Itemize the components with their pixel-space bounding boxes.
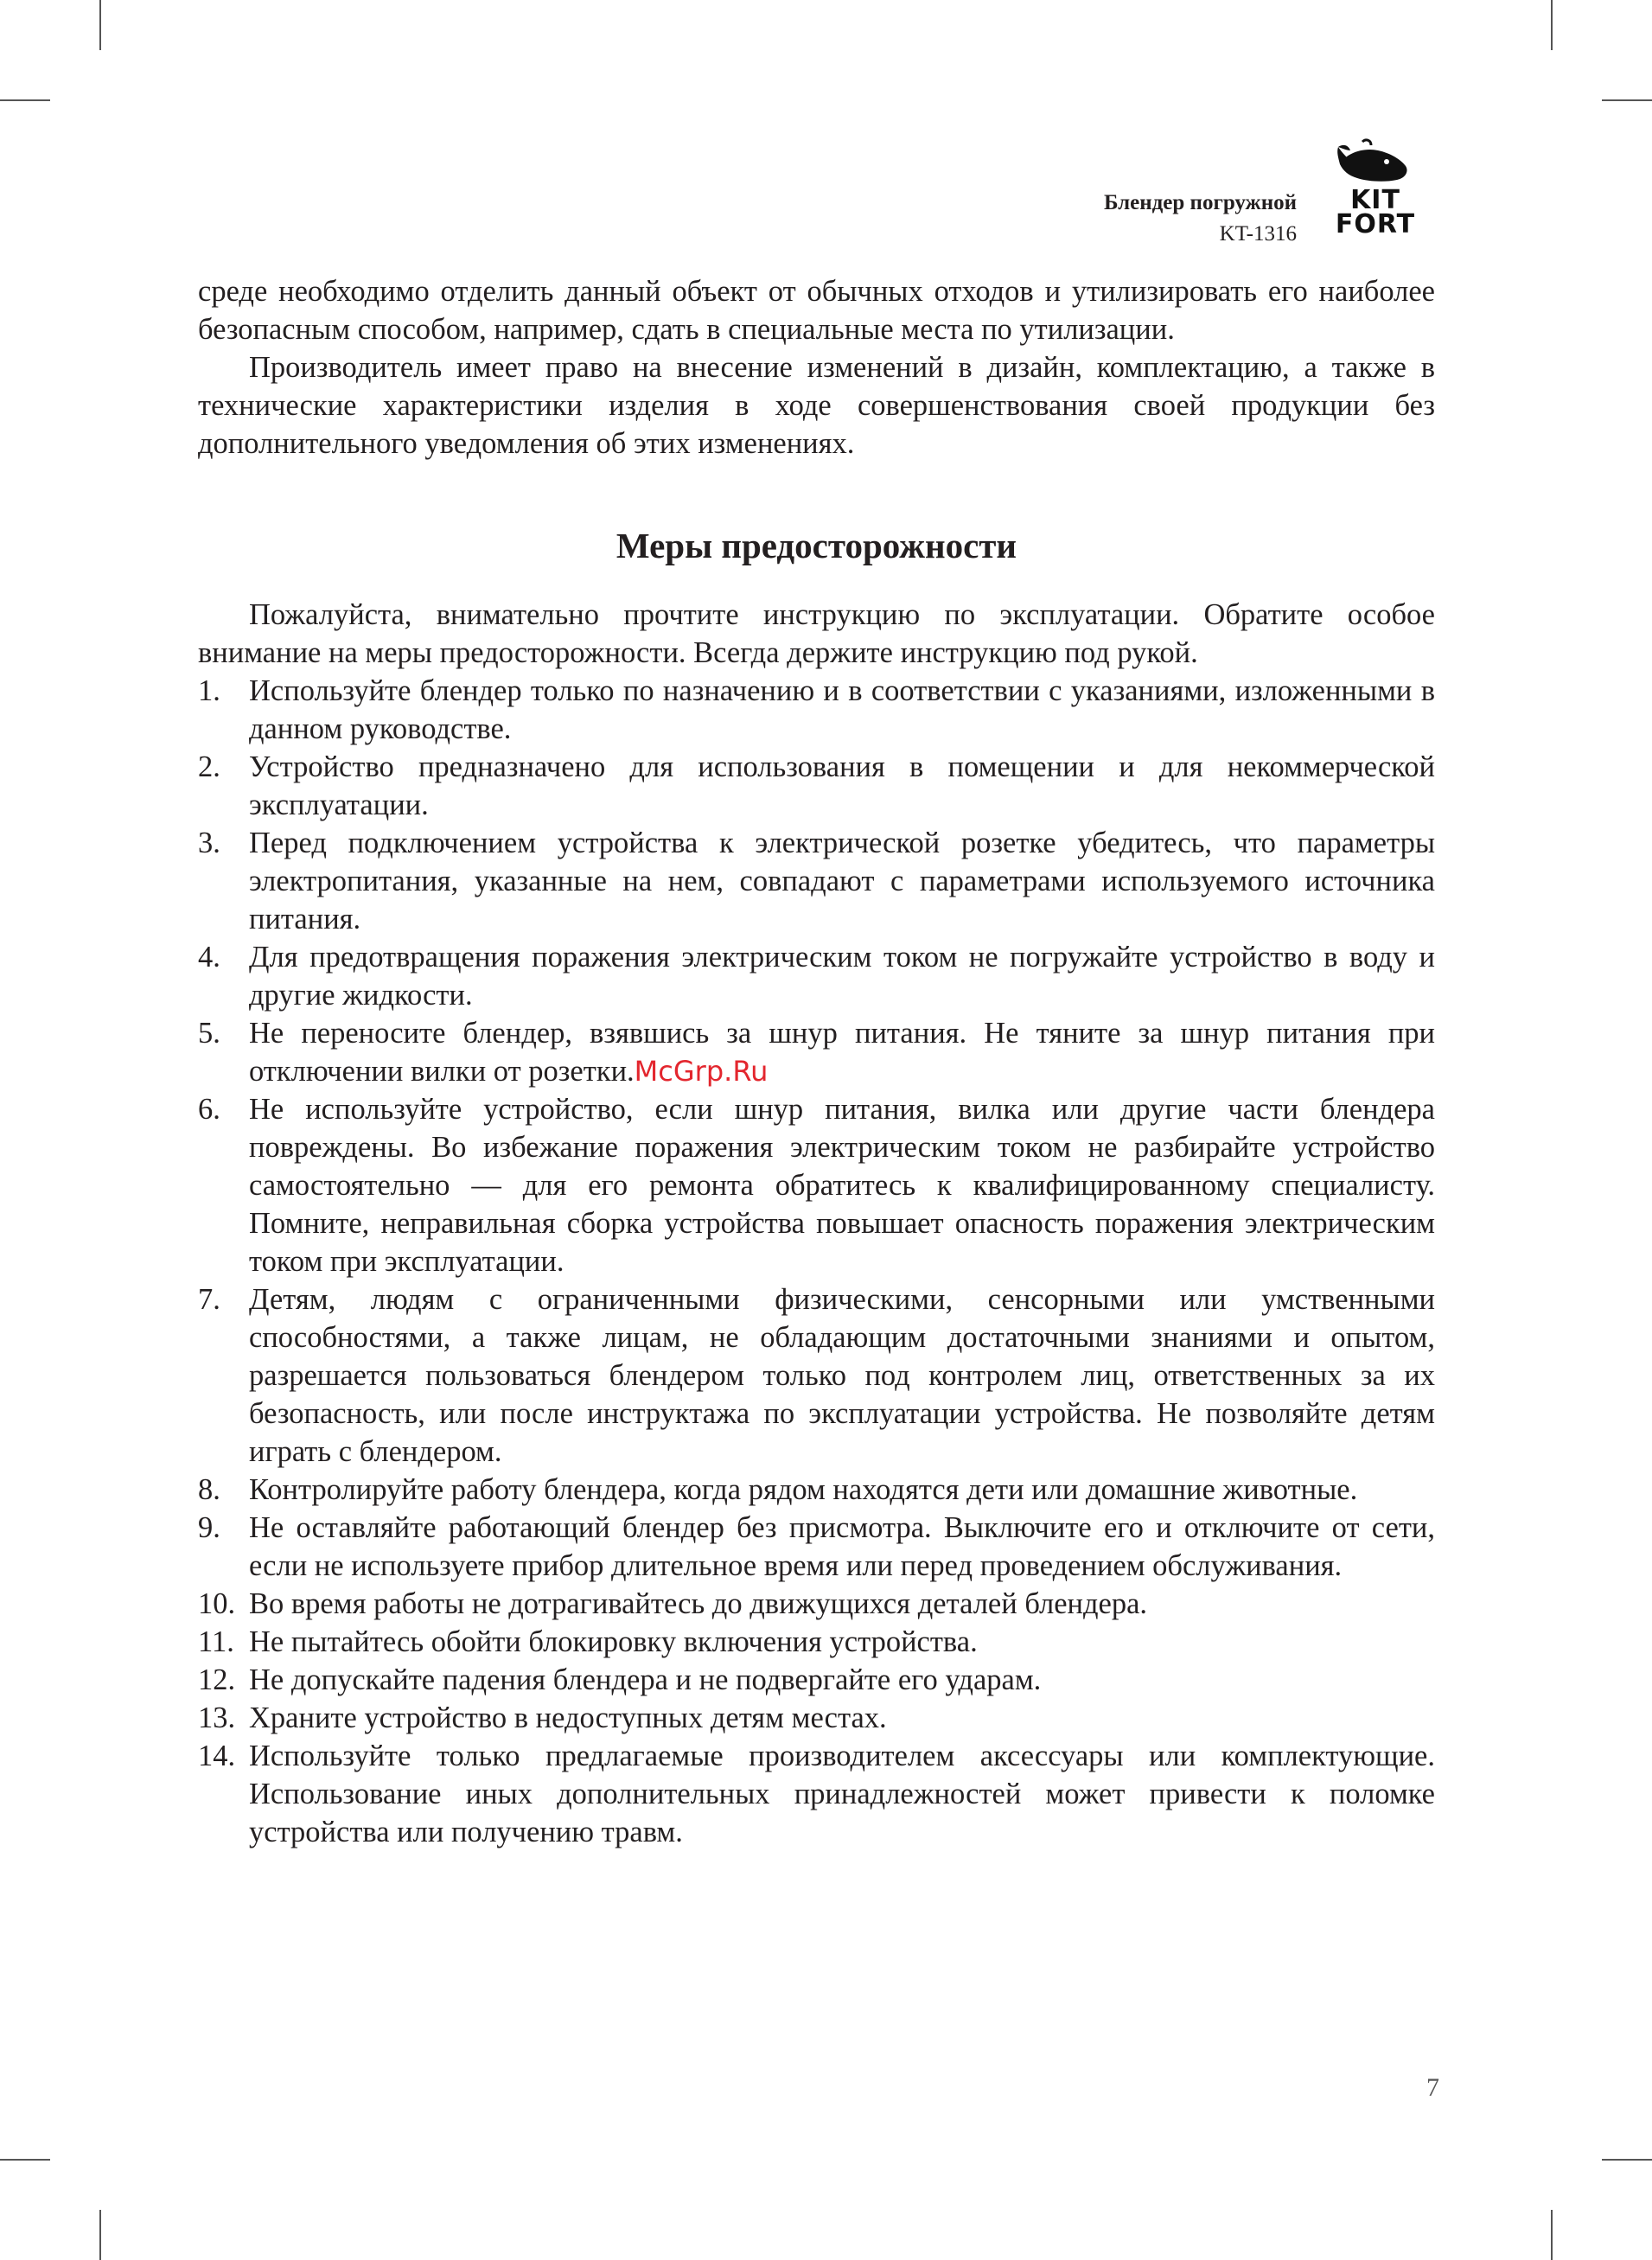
list-item bbox=[198, 1280, 1435, 1471]
item-number: 10. bbox=[198, 1587, 236, 1620]
intro-paragraph: среде необходимо отделить данный объект от обычных отходов и утилизировать его наиболее безопасным способом, например, сдать в специальные места по утилизации. bbox=[198, 275, 1435, 346]
list-item bbox=[198, 1661, 1435, 1699]
item-text: Не пытайтесь обойти блокировку включения устройства. bbox=[249, 1625, 978, 1658]
item-number: 7. bbox=[198, 1283, 220, 1316]
item-number: 4. bbox=[198, 941, 220, 974]
item-text: Детям, людям с ограниченными физическими, сенсорными или умственными способностями, а также лицам, не обладающим достаточными знаниями и опытом, разрешается пользоваться блендером только под контролем лиц, ответственных за их безопасность, или после инструктажа по эксплуатации устройства. Не позволяйте детям играть с блендером. bbox=[249, 1283, 1435, 1468]
item-number: 3. bbox=[198, 827, 220, 859]
item-number: 11. bbox=[198, 1625, 234, 1658]
list-item bbox=[198, 1509, 1435, 1585]
product-model: KT-1316 bbox=[1219, 222, 1297, 246]
list-item bbox=[198, 1585, 1435, 1623]
item-number: 1. bbox=[198, 674, 220, 707]
list-item bbox=[198, 748, 1435, 824]
item-text: Не переносите блендер, взявшись за шнур питания. Не тяните за шнур питания при отключении вилки от розетки. bbox=[249, 1017, 1435, 1088]
section-heading: Меры предосторожности bbox=[616, 526, 1017, 565]
item-text: Во время работы не дотрагивайтесь до движущихся деталей блендера. bbox=[249, 1587, 1148, 1620]
item-text: Не допускайте падения блендера и не подвергайте его ударам. bbox=[249, 1663, 1042, 1696]
crop-mark bbox=[1602, 99, 1652, 101]
item-text: Для предотвращения поражения электрическим током не погружайте устройство в воду и другие жидкости. bbox=[249, 941, 1435, 1012]
item-number: 5. bbox=[198, 1017, 220, 1050]
kitfort-logo bbox=[1319, 138, 1432, 242]
product-title: Блендер погружной bbox=[1103, 191, 1297, 214]
list-item bbox=[198, 1014, 1435, 1090]
item-text: Храните устройство в недоступных детям местах. bbox=[249, 1701, 887, 1734]
list-item bbox=[198, 1737, 1435, 1851]
item-text: Используйте только предлагаемые производителем аксессуары или комплектующие. Использование иных дополнительных принадлежностей может привести к поломке устройства или получению травм. bbox=[249, 1740, 1435, 1848]
page-header bbox=[830, 138, 1435, 246]
logo-line-fort: FORT bbox=[1335, 209, 1416, 239]
list-item bbox=[198, 824, 1435, 938]
list-item bbox=[198, 672, 1435, 748]
item-number: 6. bbox=[198, 1093, 220, 1126]
item-text: Устройство предназначено для использования в помещении и для некоммерческой эксплуатации. bbox=[249, 750, 1435, 821]
list-item bbox=[198, 1471, 1435, 1509]
whale-icon bbox=[1336, 138, 1414, 187]
crop-mark bbox=[0, 99, 50, 101]
crop-mark bbox=[1551, 0, 1553, 50]
item-text: Контролируйте работу блендера, когда рядом находятся дети или домашние животные. bbox=[249, 1473, 1358, 1506]
item-number: 8. bbox=[198, 1473, 220, 1506]
item-number: 12. bbox=[198, 1663, 236, 1696]
list-item bbox=[198, 1623, 1435, 1661]
section-lead: Пожалуйста, внимательно прочтите инструкцию по эксплуатации. Обратите особое внимание на меры предосторожности. Всегда держите инструкцию под рукой. bbox=[198, 598, 1435, 669]
crop-mark bbox=[1551, 2210, 1553, 2260]
item-text: Используйте блендер только по назначению и в соответствии с указаниями, изложенными в данном руководстве. bbox=[249, 674, 1435, 745]
page-content bbox=[198, 272, 1435, 1851]
item-number: 9. bbox=[198, 1511, 220, 1544]
page-number: 7 bbox=[1426, 2073, 1439, 2102]
item-number: 14. bbox=[198, 1740, 236, 1772]
crop-mark bbox=[99, 0, 101, 50]
intro-paragraph: Производитель имеет право на внесение изменений в дизайн, комплектацию, а также в технические характеристики изделия в ходе совершенствования своей продукции без дополнительного уведомления об этих изменениях. bbox=[198, 351, 1435, 460]
precautions-list bbox=[198, 672, 1435, 1851]
list-item bbox=[198, 1699, 1435, 1737]
item-text: Не оставляйте работающий блендер без присмотра. Выключите его и отключите от сети, если не используете прибор длительное время или перед проведением обслуживания. bbox=[249, 1511, 1435, 1582]
crop-mark bbox=[0, 2159, 50, 2161]
list-item bbox=[198, 1090, 1435, 1280]
logo-line-kit: KIT bbox=[1350, 185, 1400, 215]
item-number: 2. bbox=[198, 750, 220, 783]
logo-wordmark bbox=[1319, 185, 1432, 239]
watermark-link[interactable]: McGrp.Ru bbox=[634, 1055, 769, 1088]
item-number: 13. bbox=[198, 1701, 236, 1734]
header-text bbox=[1104, 188, 1297, 250]
crop-mark bbox=[99, 2210, 101, 2260]
item-text: Перед подключением устройства к электрической розетке убедитесь, что параметры электропитания, указанные на нем, совпадают с параметрами используемого источника питания. bbox=[249, 827, 1435, 935]
item-text: Не используйте устройство, если шнур питания, вилка или другие части блендера повреждены. Во избежание поражения электрическим током не разбирайте устройство самостоятельно — для его ремонта обратитесь к квалифицированному специалисту. Помните, неправильная сборка устройства повышает опасность поражения электрическим током при эксплуатации. bbox=[249, 1093, 1435, 1278]
list-item bbox=[198, 938, 1435, 1014]
crop-mark bbox=[1602, 2159, 1652, 2161]
